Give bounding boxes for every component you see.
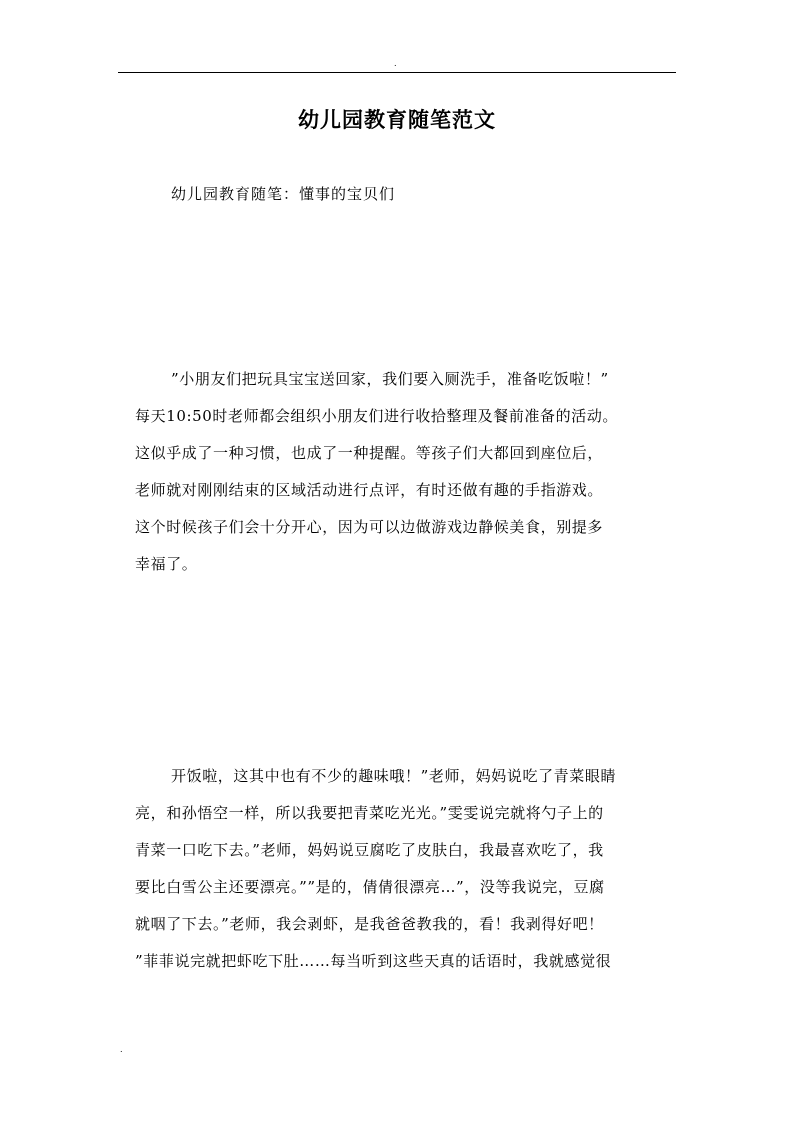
paragraph-line: ”小朋友们把玩具宝宝送回家，我们要入厕洗手，准备吃饭啦！” bbox=[171, 370, 609, 388]
header-rule bbox=[118, 72, 676, 73]
paragraph-2 bbox=[135, 758, 665, 980]
footer-mark: . bbox=[120, 1045, 123, 1054]
paragraph-line: 幸福了。 bbox=[135, 555, 198, 573]
paragraph-line: 就咽了下去。”老师，我会剥虾，是我爸爸教我的，看！我剥得好吧！ bbox=[135, 915, 604, 933]
paragraph-line: 每天10:50时老师都会组织小朋友们进行收拾整理及餐前准备的活动。 bbox=[135, 407, 619, 425]
document-subtitle: 幼儿园教育随笔：懂事的宝贝们 bbox=[171, 185, 396, 203]
document-title: 幼儿园教育随笔范文 bbox=[298, 107, 496, 132]
paragraph-line: 青菜一口吃下去。”老师，妈妈说豆腐吃了皮肤白，我最喜欢吃了，我 bbox=[135, 841, 604, 859]
paragraph-1 bbox=[135, 361, 665, 583]
paragraph-line: 这似乎成了一种习惯，也成了一种提醒。等孩子们大都回到座位后， bbox=[135, 444, 604, 462]
paragraph-line: ”菲菲说完就把虾吃下肚……每当听到这些天真的话语时，我就感觉很 bbox=[135, 952, 612, 970]
paragraph-line: 要比白雪公主还要漂亮。””是的，倩倩很漂亮…”，没等我说完，豆腐 bbox=[135, 878, 605, 896]
paragraph-line: 这个时候孩子们会十分开心，因为可以边做游戏边静候美食，别提多 bbox=[135, 518, 604, 536]
paragraph-line: 开饭啦，这其中也有不少的趣味哦！”老师，妈妈说吃了青菜眼睛 bbox=[171, 767, 617, 785]
paragraph-line: 老师就对刚刚结束的区域活动进行点评，有时还做有趣的手指游戏。 bbox=[135, 481, 604, 499]
header-mark: . bbox=[394, 59, 397, 68]
paragraph-line: 亮，和孙悟空一样，所以我要把青菜吃光光。”雯雯说完就将勺子上的 bbox=[135, 804, 604, 822]
